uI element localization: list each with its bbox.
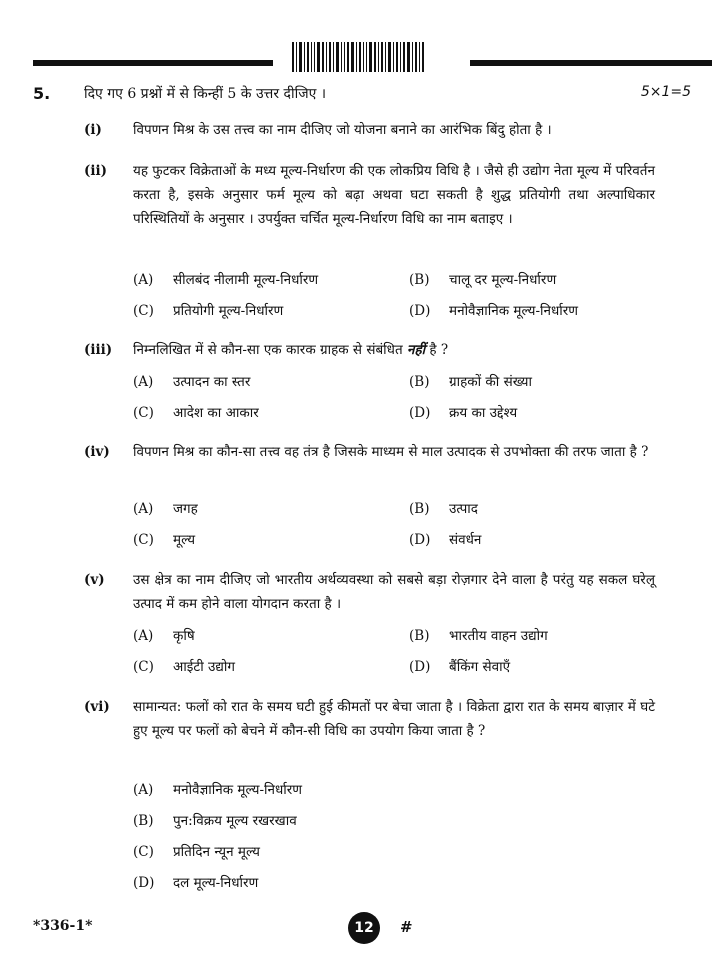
option <box>409 301 578 319</box>
option <box>409 530 481 548</box>
option-text: उत्पाद <box>449 501 478 517</box>
option-text: पुन:विक्रय मूल्य रखरखाव <box>173 813 297 829</box>
option-label: (A) <box>133 272 154 288</box>
option-label: (A) <box>133 782 154 798</box>
header-rule-right <box>470 60 712 66</box>
option <box>133 811 297 829</box>
option-label: (A) <box>133 628 154 644</box>
subquestion-text: उस क्षेत्र का नाम दीजिए जो भारतीय अर्थव्यवस्था को सबसे बड़ा रोज़गार देने वाला है परंतु यह सकल घरेलू उत्पाद में कम होने वाला योगदान करता है । <box>133 572 655 612</box>
option-text: प्रतियोगी मूल्य-निर्धारण <box>173 303 284 319</box>
option-label: (B) <box>409 501 430 517</box>
option-text: दल मूल्य-निर्धारण <box>173 875 259 891</box>
option-text: कृषि <box>173 628 195 644</box>
subquestion-number: (i) <box>84 122 102 138</box>
option-label: (C) <box>133 303 154 319</box>
option <box>409 270 556 288</box>
page-number: 12 <box>348 912 380 944</box>
option-label: (C) <box>133 532 154 548</box>
option-label: (C) <box>133 405 154 421</box>
subquestion-text: विपणन मिश्र के उस तत्त्व का नाम दीजिए जो योजना बनाने का आरंभिक बिंदु होता है । <box>133 122 552 138</box>
option-label: (D) <box>409 405 431 421</box>
option <box>133 403 259 421</box>
option-text: बैंकिंग सेवाएँ <box>449 659 511 675</box>
option <box>133 270 318 288</box>
option-label: (B) <box>409 374 430 390</box>
question-marks: 5×1=5 <box>640 84 691 100</box>
option-text: सीलबंद नीलामी मूल्य-निर्धारण <box>173 272 319 288</box>
subquestion-number: (iii) <box>84 342 113 358</box>
subquestion-text: निम्नलिखित में से कौन-सा एक कारक ग्राहक से संबंधित नहीं है ? <box>133 342 449 358</box>
option-text: आदेश का आकार <box>173 405 259 421</box>
paper-code: *336-1* <box>33 918 93 934</box>
emphasis-not: नहीं <box>406 342 426 358</box>
option <box>133 301 283 319</box>
barcode <box>292 42 452 72</box>
subquestion-number: (iv) <box>84 444 110 460</box>
option-label: (D) <box>133 875 155 891</box>
subquestion-text: सामान्यत: फलों को रात के समय घटी हुई कीमतों पर बेचा जाता है । विक्रेता द्वारा रात के समय बाज़ार में घटे हुए मूल्य पर फलों को बेचने में कौन-सी विधि का उपयोग किया जाता है ? <box>133 699 655 739</box>
subquestion-text: विपणन मिश्र का कौन-सा तत्त्व वह तंत्र है जिसके माध्यम से माल उत्पादक से उपभोक्ता की तरफ जाता है ? <box>133 444 649 460</box>
option-label: (D) <box>409 303 431 319</box>
option <box>409 626 548 644</box>
option-label: (D) <box>409 532 431 548</box>
option <box>133 530 195 548</box>
option <box>133 626 195 644</box>
option <box>133 842 260 860</box>
option <box>133 657 235 675</box>
footer-mark: # <box>400 918 413 936</box>
option-label: (B) <box>133 813 154 829</box>
option-text: क्रय का उद्देश्य <box>449 405 518 421</box>
option <box>409 499 478 517</box>
option <box>133 499 198 517</box>
subquestion-text: यह फुटकर विक्रेताओं के मध्य मूल्य-निर्धारण की एक लोकप्रिय विधि है । जैसे ही उद्योग नेता मूल्य में परिवर्तन करता है, इसके अनुसार फर्म मूल्य को बढ़ा अथवा घटा सकती है शुद्ध प्रतियोगी तथा अल्पाधिकार परिस्थितियों के अनुसार । उपर्युक्त चर्चित मूल्य-निर्धारण विधि का नाम बताइए । <box>133 163 655 227</box>
question-instruction: दिए गए 6 प्रश्नों में से किन्हीं 5 के उत्तर दीजिए । <box>84 86 327 102</box>
option-label: (C) <box>133 844 154 860</box>
option <box>409 403 517 421</box>
header-rule-left <box>33 60 273 66</box>
option-label: (B) <box>409 628 430 644</box>
option <box>133 372 250 390</box>
option-text: भारतीय वाहन उद्योग <box>449 628 548 644</box>
option <box>133 873 258 891</box>
option-text: मनोवैज्ञानिक मूल्य-निर्धारण <box>173 782 303 798</box>
option-text: प्रतिदिन न्यून मूल्य <box>173 844 260 860</box>
option-label: (B) <box>409 272 430 288</box>
option-text: मनोवैज्ञानिक मूल्य-निर्धारण <box>449 303 579 319</box>
option-label: (C) <box>133 659 154 675</box>
option-text: आईटी उद्योग <box>173 659 236 675</box>
option-text: संवर्धन <box>449 532 482 548</box>
subquestion-number: (ii) <box>84 163 108 179</box>
option <box>409 657 510 675</box>
option <box>133 780 302 798</box>
option-text: मूल्य <box>173 532 196 548</box>
option-label: (D) <box>409 659 431 675</box>
option-label: (A) <box>133 374 154 390</box>
subquestion-number: (v) <box>84 572 105 588</box>
option-label: (A) <box>133 501 154 517</box>
option <box>409 372 532 390</box>
subquestion-number: (vi) <box>84 699 110 715</box>
option-text: ग्राहकों की संख्या <box>449 374 532 390</box>
option-text: चालू दर मूल्य-निर्धारण <box>449 272 557 288</box>
question-number: 5. <box>33 84 51 103</box>
option-text: जगह <box>173 501 198 517</box>
option-text: उत्पादन का स्तर <box>173 374 251 390</box>
